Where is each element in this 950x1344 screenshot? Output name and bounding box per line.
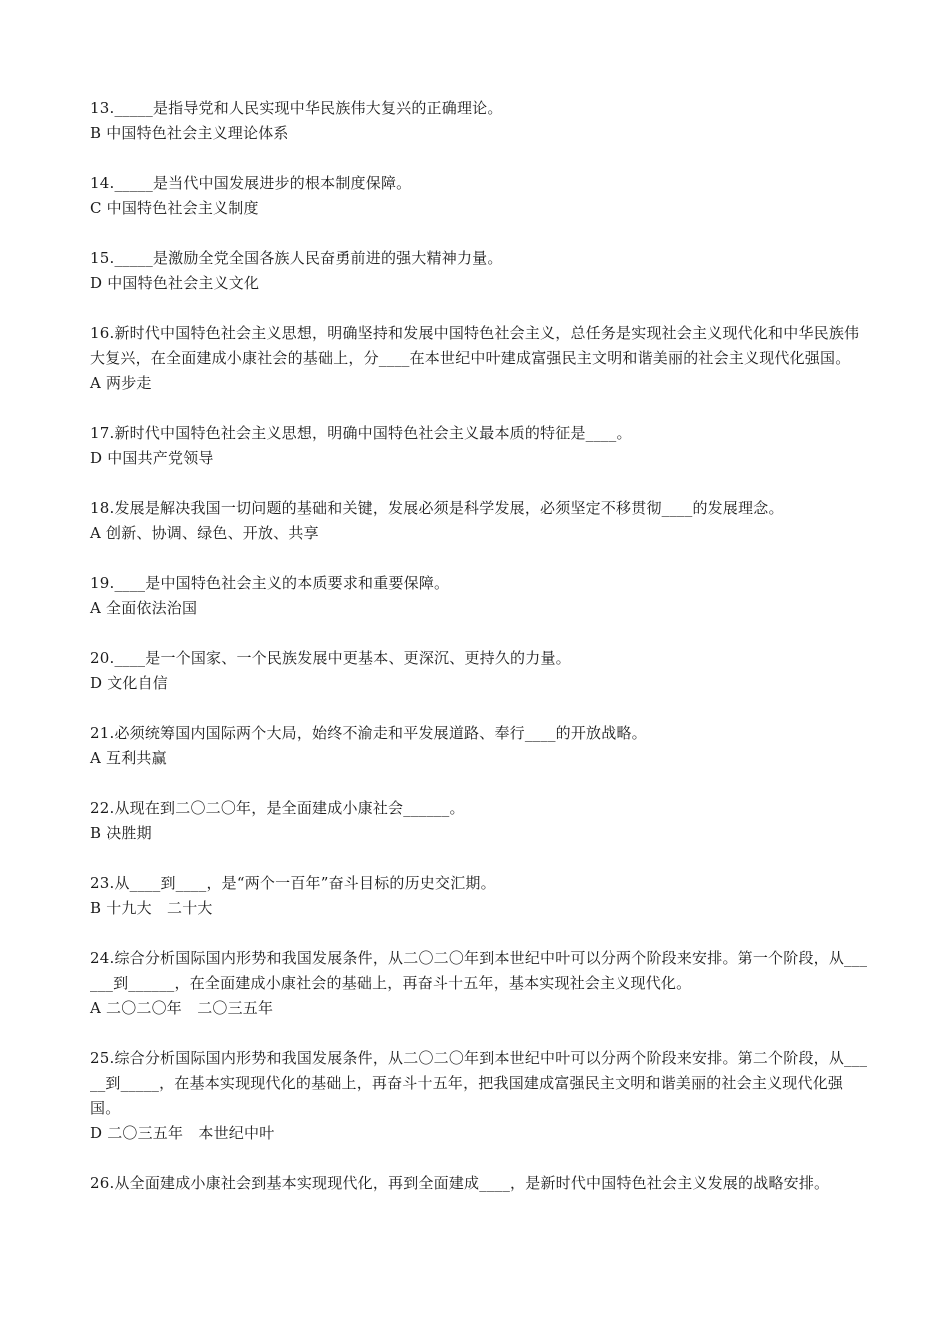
question-item bbox=[90, 721, 870, 771]
question-text: 15._____是激励全党全国各族人民奋勇前进的强大精神力量。 bbox=[90, 249, 503, 267]
answer-text: D 二〇三五年 本世纪中叶 bbox=[90, 1124, 275, 1142]
question-item bbox=[90, 96, 870, 146]
question-item bbox=[90, 321, 870, 396]
question-text: 14._____是当代中国发展进步的根本制度保障。 bbox=[90, 174, 412, 192]
question-text: 17.新时代中国特色社会主义思想，明确中国特色社会主义最本质的特征是____。 bbox=[90, 424, 632, 442]
question-text: 26.从全面建成小康社会到基本实现现代化，再到全面建成____，是新时代中国特色社会主义发展的战略安排。 bbox=[90, 1174, 830, 1192]
question-text: 24.综合分析国际国内形势和我国发展条件，从二〇二〇年到本世纪中叶可以分两个阶段来安排。第一个阶段，从______到______，在全面建成小康社会的基础上，再奋斗十五年，基本实现社会主义现代化。 bbox=[90, 949, 868, 992]
question-text: 20.____是一个国家、一个民族发展中更基本、更深沉、更持久的力量。 bbox=[90, 649, 571, 667]
question-item bbox=[90, 571, 870, 621]
answer-text: B 十九大 二十大 bbox=[90, 899, 213, 917]
answer-text: A 全面依法治国 bbox=[90, 599, 198, 617]
question-text: 21.必须统筹国内国际两个大局，始终不渝走和平发展道路、奉行____的开放战略。 bbox=[90, 724, 647, 742]
question-item bbox=[90, 871, 870, 921]
question-item bbox=[90, 1046, 870, 1146]
answer-text: B 中国特色社会主义理论体系 bbox=[90, 124, 289, 142]
answer-text: D 中国共产党领导 bbox=[90, 449, 214, 467]
answer-text: A 二〇二〇年 二〇三五年 bbox=[90, 999, 274, 1017]
question-list bbox=[90, 96, 870, 1221]
answer-text: B 决胜期 bbox=[90, 824, 152, 842]
question-text: 25.综合分析国际国内形势和我国发展条件，从二〇二〇年到本世纪中叶可以分两个阶段来安排。第二个阶段，从_____到_____，在基本实现现代化的基础上，再奋斗十五年，把我国建成富强民主文明和谐美丽的社会主义现代化强国。 bbox=[90, 1049, 868, 1117]
question-text: 19.____是中国特色社会主义的本质要求和重要保障。 bbox=[90, 574, 450, 592]
question-text: 16.新时代中国特色社会主义思想，明确坚持和发展中国特色社会主义，总任务是实现社会主义现代化和中华民族伟大复兴，在全面建成小康社会的基础上，分____在本世纪中叶建成富强民主文明和谐美丽的社会主义现代化强国。 bbox=[90, 324, 860, 367]
question-text: 18.发展是解决我国一切问题的基础和关键，发展必须是科学发展，必须坚定不移贯彻____的发展理念。 bbox=[90, 499, 784, 517]
question-item bbox=[90, 496, 870, 546]
question-text: 23.从____到____，是“两个一百年”奋斗目标的历史交汇期。 bbox=[90, 874, 496, 892]
question-item bbox=[90, 646, 870, 696]
question-text: 13._____是指导党和人民实现中华民族伟大复兴的正确理论。 bbox=[90, 99, 503, 117]
answer-text: D 文化自信 bbox=[90, 674, 168, 692]
question-item bbox=[90, 246, 870, 296]
question-item bbox=[90, 946, 870, 1021]
answer-text: A 两步走 bbox=[90, 374, 152, 392]
question-text: 22.从现在到二〇二〇年，是全面建成小康社会______。 bbox=[90, 799, 465, 817]
question-item bbox=[90, 171, 870, 221]
question-item bbox=[90, 421, 870, 471]
answer-text: A 互利共赢 bbox=[90, 749, 167, 767]
question-item bbox=[90, 796, 870, 846]
question-item bbox=[90, 1171, 870, 1196]
answer-text: A 创新、协调、绿色、开放、共享 bbox=[90, 524, 319, 542]
answer-text: D 中国特色社会主义文化 bbox=[90, 274, 260, 292]
answer-text: C 中国特色社会主义制度 bbox=[90, 199, 259, 217]
